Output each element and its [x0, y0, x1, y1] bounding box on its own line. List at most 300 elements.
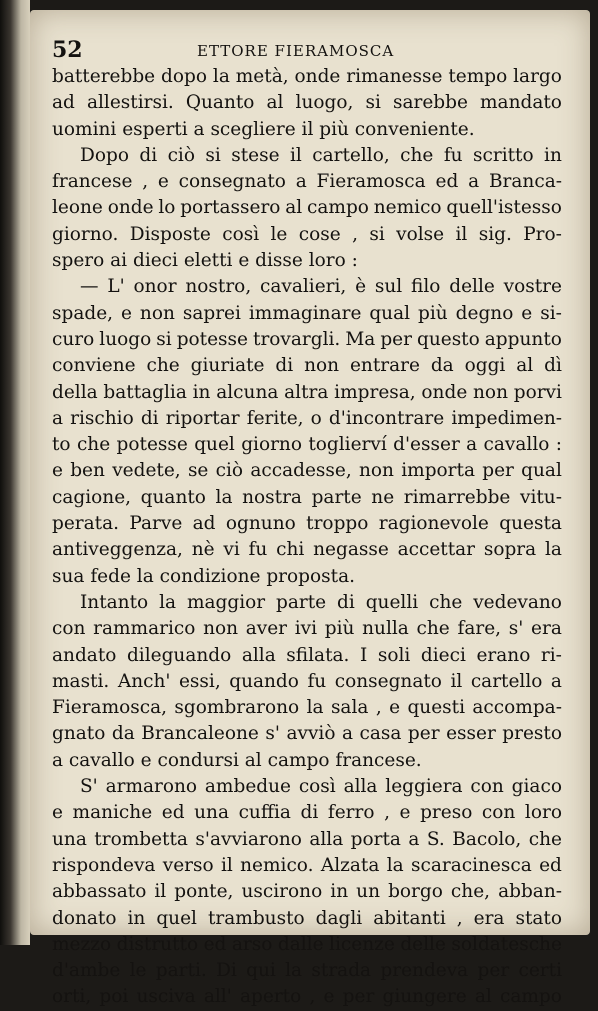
word: questi: [407, 697, 465, 719]
word: quel: [194, 434, 235, 456]
text-line: [52, 485, 562, 511]
word: e: [52, 460, 63, 482]
word: usciva: [136, 986, 196, 1008]
word: Fieramosca,: [52, 697, 168, 719]
word: Branca-: [488, 171, 562, 193]
text-line: [52, 64, 562, 90]
text-line: [52, 695, 562, 721]
word: conviene: [52, 355, 136, 377]
word: antiveggenza,: [52, 539, 183, 561]
word: orti,: [52, 986, 92, 1008]
word: a: [550, 670, 562, 692]
word: masti.: [52, 670, 110, 692]
word: ambedue: [204, 776, 291, 798]
word: ragionevole: [378, 513, 489, 535]
word: e: [323, 986, 335, 1008]
word: così: [222, 223, 260, 245]
word: dalle: [277, 933, 324, 955]
word: certi: [518, 960, 562, 982]
text-line: [52, 748, 562, 774]
word: trombetta: [94, 828, 188, 850]
word: e: [521, 302, 533, 324]
word: di: [300, 802, 319, 824]
word: questa: [499, 513, 562, 535]
word: immaginare: [248, 302, 362, 324]
word: di: [275, 355, 294, 377]
word: nemico: [373, 197, 442, 219]
word: fu: [307, 670, 327, 692]
word: delle: [449, 276, 495, 298]
word: fare,: [457, 618, 502, 640]
word: Dopo: [80, 144, 129, 166]
text-line: [52, 879, 562, 905]
word: al: [474, 986, 492, 1008]
text-line: [52, 143, 562, 169]
word: ,: [456, 907, 463, 929]
word: campo: [307, 197, 369, 219]
word: luogo: [99, 328, 152, 350]
word: il: [154, 881, 167, 903]
word: sfilata.: [286, 644, 350, 666]
word: Pro-: [523, 223, 562, 245]
word: entrare: [349, 355, 420, 377]
word: allestirsi.: [86, 92, 174, 114]
word: sig.: [478, 223, 512, 245]
word: abban-: [498, 881, 562, 903]
word: lo: [158, 197, 176, 219]
word: la: [212, 66, 230, 87]
word: così: [298, 776, 336, 798]
text-line: [52, 195, 562, 221]
word: a: [468, 171, 480, 193]
word: portassero: [180, 197, 281, 219]
word: quell'istesso: [446, 197, 562, 219]
word: quel: [156, 907, 197, 929]
word: S': [80, 776, 98, 798]
word: dopo: [161, 66, 207, 87]
word: onde: [421, 381, 468, 403]
word: in: [192, 381, 211, 403]
word: fu: [248, 539, 268, 561]
word: d'incontrare: [328, 407, 445, 429]
word: nulla: [362, 618, 409, 640]
word: alla: [241, 644, 276, 666]
text-line: [52, 669, 562, 695]
word: Bacolo,: [452, 828, 522, 850]
word: Disposte: [129, 223, 211, 245]
word: per: [407, 723, 440, 745]
word: si: [156, 328, 172, 350]
word: al: [266, 92, 284, 114]
word: cose: [298, 223, 341, 245]
word: con: [52, 618, 86, 640]
word: s': [508, 618, 524, 640]
word: onor: [133, 276, 177, 298]
word: per: [477, 960, 510, 982]
word: sarebbe: [392, 92, 468, 114]
word: il: [450, 670, 463, 692]
word: se: [187, 460, 209, 482]
word: qual: [369, 302, 411, 324]
word: —: [80, 276, 99, 298]
word: cavallo: [483, 434, 550, 456]
word: ed: [161, 802, 185, 824]
text-line: [52, 458, 562, 484]
word: filo: [411, 276, 441, 298]
word: ad: [52, 92, 75, 114]
word: accompa-: [472, 697, 562, 719]
word: la: [215, 486, 233, 508]
text-line: [52, 590, 562, 616]
word: uscirono: [241, 881, 323, 903]
word: metà,: [235, 66, 289, 87]
word: francese: [52, 171, 133, 193]
text-line: [52, 958, 562, 984]
word: ognuno: [225, 513, 296, 535]
word: cartello: [470, 670, 543, 692]
word: a: [341, 723, 353, 745]
word: qui: [246, 960, 276, 982]
word: nostra: [242, 486, 302, 508]
word: è: [355, 276, 367, 298]
word: abbassato: [52, 881, 147, 903]
word: vedete,: [112, 460, 181, 482]
word: alla: [309, 828, 344, 850]
word: a: [408, 828, 420, 850]
word: degno: [455, 302, 514, 324]
word: ponte,: [174, 881, 234, 903]
word: ad: [192, 513, 216, 535]
word: o: [310, 407, 322, 429]
word: potesse: [116, 434, 188, 456]
word: questo: [416, 328, 480, 350]
word: non: [304, 355, 340, 377]
word: donato: [52, 907, 117, 929]
word: d'ambe: [52, 960, 121, 982]
text-line: [52, 380, 562, 406]
word: negasse: [313, 539, 389, 561]
text-line: [52, 564, 562, 590]
word: a: [466, 434, 478, 456]
page-number: 52: [52, 37, 83, 63]
word: giorno.: [52, 223, 119, 245]
word: era: [473, 907, 505, 929]
word: alcuna: [216, 381, 279, 403]
word: il: [290, 144, 302, 166]
word: ivi: [294, 618, 318, 640]
word: maniche: [72, 802, 153, 824]
word: aver: [245, 618, 288, 640]
word: quelli: [365, 591, 419, 613]
word: porta: [350, 828, 401, 850]
word: soli: [377, 644, 411, 666]
word: rischio: [70, 407, 134, 429]
word: S.: [426, 828, 445, 850]
word: giaco: [511, 776, 562, 798]
word: della: [52, 381, 98, 403]
text-line: [52, 432, 562, 458]
word: che: [528, 828, 562, 850]
word: mandato: [480, 92, 562, 114]
word: rimarrebbe: [403, 486, 511, 508]
word: da: [111, 723, 135, 745]
word: prendeva: [380, 960, 469, 982]
text-line: [52, 537, 562, 563]
word: ,: [384, 802, 390, 824]
word: di: [139, 144, 158, 166]
word: non: [473, 381, 508, 403]
word: parte: [276, 591, 327, 613]
word: ,: [142, 171, 149, 193]
word: sul: [374, 276, 403, 298]
word: stese: [231, 144, 280, 166]
text-line: [52, 721, 562, 747]
word: si: [365, 92, 381, 114]
word: impresa,: [334, 381, 416, 403]
word: porvi: [513, 381, 562, 403]
text-line: [52, 906, 562, 932]
word: ferro: [327, 802, 375, 824]
text-line: [52, 984, 562, 1010]
word: ,: [352, 223, 358, 245]
body-text: [52, 64, 562, 1011]
word: delle: [400, 933, 446, 955]
word: Di: [216, 960, 237, 982]
word: tempo: [448, 66, 508, 87]
text-line: [52, 169, 562, 195]
word: si: [205, 144, 221, 166]
word: preso: [420, 802, 473, 824]
text-line: [52, 222, 562, 248]
word: mezzo: [52, 933, 112, 955]
word: appunto: [484, 328, 562, 350]
word: e: [389, 697, 401, 719]
word: campo: [499, 986, 562, 1008]
word: I: [359, 644, 368, 666]
word: si: [369, 223, 385, 245]
word: scaracinesca: [410, 854, 532, 876]
word: e: [52, 802, 63, 824]
word: rispondeva: [52, 854, 156, 876]
word: a: [52, 407, 64, 429]
word: che: [416, 618, 450, 640]
word: le: [129, 960, 147, 982]
word: parte: [311, 486, 362, 508]
word: chi: [276, 539, 305, 561]
word: altra: [284, 381, 329, 403]
word: batterebbe: [52, 66, 156, 87]
text-line-content: uomini esperti a scegliere il più conveniente.: [52, 118, 475, 140]
word: ri-: [540, 644, 562, 666]
word: per: [380, 328, 412, 350]
word: armarono: [105, 776, 198, 798]
word: parti.: [155, 960, 207, 982]
word: consegnato: [178, 171, 286, 193]
word: leggiera: [385, 776, 463, 798]
word: dagli: [315, 907, 363, 929]
word: leone: [52, 197, 103, 219]
word: la: [544, 539, 562, 561]
text-line: [52, 117, 562, 143]
word: vitu-: [520, 486, 562, 508]
word: ed: [435, 171, 459, 193]
word: curo: [52, 328, 95, 350]
word: trovargli.: [253, 328, 341, 350]
word: stato: [515, 907, 562, 929]
word: una: [52, 828, 87, 850]
word: soldatesche: [451, 933, 562, 955]
word: impedimen-: [451, 407, 562, 429]
word: che,: [450, 881, 491, 903]
running-head: ETTORE FIERAMOSCA: [197, 42, 395, 60]
word: toglierví: [308, 434, 387, 456]
word: gnato: [52, 723, 106, 745]
word: rimanesse: [346, 66, 443, 87]
word: il: [455, 223, 468, 245]
word: vi: [223, 539, 240, 561]
word: strada: [311, 960, 372, 982]
word: alla: [343, 776, 378, 798]
text-line: [52, 406, 562, 432]
word: cartello,: [312, 144, 390, 166]
word: accadesse,: [250, 460, 352, 482]
word: poi: [99, 986, 129, 1008]
word: e: [121, 302, 132, 324]
word: ben: [70, 460, 105, 482]
word: all': [203, 986, 232, 1008]
word: e: [157, 171, 169, 193]
word: ciò: [215, 460, 244, 482]
word: nè: [191, 539, 215, 561]
word: sopra: [483, 539, 537, 561]
text-line: [52, 774, 562, 800]
word: potesse: [176, 328, 248, 350]
book-spine-shadow: [0, 0, 30, 945]
word: sala: [330, 697, 369, 719]
text-line: [52, 511, 562, 537]
text-line: [52, 853, 562, 879]
word: s'avviarono: [195, 828, 302, 850]
word: rammarico: [93, 618, 196, 640]
word: Anch': [117, 670, 171, 692]
text-line: [52, 90, 562, 116]
word: non: [359, 460, 394, 482]
word: cuffia: [238, 802, 291, 824]
text-line: [52, 274, 562, 300]
word: volse: [396, 223, 445, 245]
word: spade,: [52, 302, 114, 324]
text-line: [52, 643, 562, 669]
text-line-content: spero ai dieci eletti e disse loro :: [52, 250, 358, 272]
word: Alzata: [320, 854, 380, 876]
word: la: [386, 854, 404, 876]
word: Quanto: [185, 92, 255, 114]
word: si-: [540, 302, 562, 324]
word: più: [418, 302, 448, 324]
text-line: [52, 800, 562, 826]
word: onde: [107, 197, 154, 219]
word: ed: [539, 854, 562, 876]
word: una: [194, 802, 229, 824]
word: cavalieri,: [260, 276, 347, 298]
word: dieci: [420, 644, 466, 666]
word: accettar: [397, 539, 476, 561]
word: un: [356, 881, 381, 903]
text-line-content: a cavallo e condursi al campo francese.: [52, 749, 422, 771]
word: nostro,: [185, 276, 252, 298]
page-header: [52, 36, 562, 64]
word: abitanti: [373, 907, 446, 929]
word: giungere: [382, 986, 467, 1008]
word: al: [285, 197, 303, 219]
word: la: [159, 591, 177, 613]
word: d'esser: [393, 434, 460, 456]
word: in: [330, 881, 349, 903]
word: aperto: [240, 986, 302, 1008]
word: to: [52, 434, 71, 456]
word: giorno: [241, 434, 302, 456]
word: la: [306, 697, 324, 719]
word: che: [400, 144, 434, 166]
word: vedevano: [473, 591, 562, 613]
word: in: [544, 144, 562, 166]
word: Brancaleone: [141, 723, 259, 745]
word: L': [107, 276, 125, 298]
word: luogo,: [295, 92, 354, 114]
text-line: [52, 248, 562, 274]
word: che: [76, 434, 111, 456]
word: onde: [294, 66, 341, 87]
page-text-block: [52, 36, 562, 1011]
word: loro: [524, 802, 562, 824]
word: licenze: [329, 933, 395, 955]
word: non: [139, 302, 175, 324]
word: distrutto: [116, 933, 199, 955]
word: il: [220, 854, 233, 876]
word: essi,: [178, 670, 221, 692]
word: di: [140, 407, 159, 429]
word: presto: [502, 723, 562, 745]
word: non: [203, 618, 239, 640]
word: verso: [162, 854, 214, 876]
word: e: [399, 802, 411, 824]
word: dileguando: [126, 644, 232, 666]
word: ed: [203, 933, 227, 955]
word: nemico.: [240, 854, 314, 876]
word: Ma: [345, 328, 376, 350]
word: quanto: [140, 486, 206, 508]
word: oggi: [464, 355, 506, 377]
word: trambusto: [207, 907, 305, 929]
text-line-content: sua fede la condizione proposta.: [52, 565, 355, 587]
word: ciò: [167, 144, 195, 166]
word: :: [555, 434, 562, 456]
word: le: [270, 223, 288, 245]
word: s': [265, 723, 280, 745]
word: avviò: [286, 723, 336, 745]
word: largo: [513, 66, 562, 87]
word: quando: [229, 670, 299, 692]
word: con: [481, 802, 516, 824]
word: Fieramosca: [316, 171, 426, 193]
word: saprei: [182, 302, 241, 324]
word: che: [429, 591, 463, 613]
word: da: [430, 355, 454, 377]
word: a: [295, 171, 307, 193]
word: per: [342, 986, 375, 1008]
word: importa: [401, 460, 475, 482]
word: casa: [359, 723, 402, 745]
